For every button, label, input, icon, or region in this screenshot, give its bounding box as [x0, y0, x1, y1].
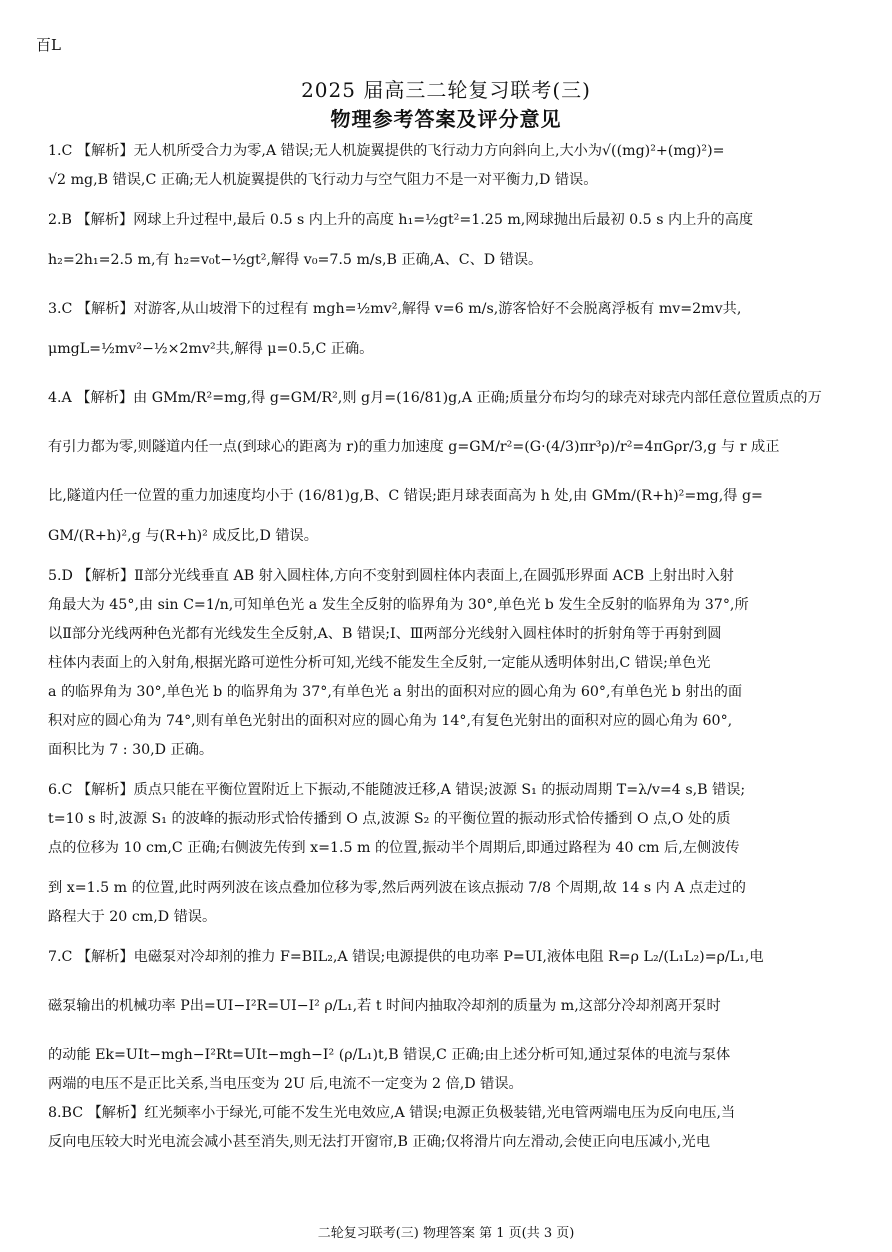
answer-line: t=10 s 时,波源 S₁ 的波峰的振动形式恰传播到 O 点,波源 S₂ 的平衡位置的振动形式恰传播到 O 点,O 处的质 [48, 811, 731, 827]
answer-line: 面积比为 7 : 30,D 正确。 [48, 742, 214, 758]
answer-line: 角最大为 45°,由 sin C=1/n,可知单色光 a 发生全反射的临界角为 30°,单色光 b 发生全反射的临界角为 37°,所 [48, 597, 749, 613]
answer-line: 磁泵输出的机械功率 P出=UI−I²R=UI−I² ρ/L₁,若 t 时间内抽取冷却剂的质量为 m,这部分冷却剂离开泵时 [48, 998, 721, 1014]
answer-line: 反向电压较大时光电流会减小甚至消失,则无法打开窗帘,B 正确;仅将滑片向左滑动,会使正向电压减小,光电 [48, 1134, 711, 1150]
answer-line: 比,隧道内任一位置的重力加速度均小于 (16/81)g,B、C 错误;距月球表面高为 h 处,由 GMm/(R+h)²=mg,得 g= [48, 488, 763, 504]
answer-line: 柱体内表面上的入射角,根据光路可逆性分析可知,光线不能发生全反射,一定能从透明体射出,C 错误;单色光 [48, 655, 711, 671]
answer-line: 8.BC 【解析】红光频率小于绿光,可能不发生光电效应,A 错误;电源正负极装错,光电管两端电压为反向电压,当 [48, 1105, 736, 1121]
answer-line: 1.C 【解析】无人机所受合力为零,A 错误;无人机旋翼提供的飞行动力方向斜向上,大小为√((mg)²+(mg)²)= [48, 143, 725, 159]
answer-line: h₂=2h₁=2.5 m,有 h₂=v₀t−½gt²,解得 v₀=7.5 m/s,B 正确,A、C、D 错误。 [48, 252, 543, 268]
answer-line: μmgL=½mv²−½×2mv²共,解得 μ=0.5,C 正确。 [48, 341, 374, 357]
answer-line: 4.A 【解析】由 GMm/R²=mg,得 g=GM/R²,则 g月=(16/81)g,A 正确;质量分布均匀的球壳对球壳内部任意位置质点的万 [48, 390, 822, 406]
answer-body [48, 142, 843, 1152]
corner-mark: 百L [36, 36, 61, 54]
answer-line: 积对应的圆心角为 74°,则有单色光射出的面积对应的圆心角为 14°,有复色光射出的面积对应的圆心角为 60°, [48, 713, 733, 729]
answer-line: 6.C 【解析】质点只能在平衡位置附近上下振动,不能随波迁移,A 错误;波源 S₁ 的振动周期 T=λ/v=4 s,B 错误; [48, 782, 746, 798]
answer-line: 有引力都为零,则隧道内任一点(到球心的距离为 r)的重力加速度 g=GM/r²=(G·(4/3)πr³ρ)/r²=4πGρr/3,g 与 r 成正 [48, 439, 780, 455]
answer-line: 两端的电压不是正比关系,当电压变为 2U 后,电流不一定变为 2 倍,D 错误。 [48, 1076, 523, 1092]
answer-line: GM/(R+h)²,g 与(R+h)² 成反比,D 错误。 [48, 528, 318, 544]
answer-line: a 的临界角为 30°,单色光 b 的临界角为 37°,有单色光 a 射出的面积对应的圆心角为 60°,有单色光 b 射出的面 [48, 684, 743, 700]
answer-line: 7.C 【解析】电磁泵对冷却剂的推力 F=BIL₂,A 错误;电源提供的电功率 P=UI,液体电阻 R=ρ L₂/(L₁L₂)=ρ/L₁,电 [48, 949, 764, 965]
answer-line: √2 mg,B 错误,C 正确;无人机旋翼提供的飞行动力与空气阻力不是一对平衡力,D 错误。 [48, 172, 598, 188]
page-title: 2025 届高三二轮复习联考(三) [301, 78, 591, 102]
answer-line: 到 x=1.5 m 的位置,此时两列波在该点叠加位移为零,然后两列波在该点振动 7/8 个周期,故 14 s 内 A 点走过的 [48, 880, 746, 896]
answer-line: 路程大于 20 cm,D 错误。 [48, 909, 217, 925]
answer-line: 3.C 【解析】对游客,从山坡滑下的过程有 mgh=½mv²,解得 v=6 m/s,游客恰好不会脱离浮板有 mv=2mv共, [48, 301, 742, 317]
answer-line: 的动能 Ek=UIt−mgh−I²Rt=UIt−mgh−I² (ρ/L₁)t,B 错误,C 正确;由上述分析可知,通过泵体的电流与泵体 [48, 1047, 731, 1063]
answer-line: 以Ⅱ部分光线两种色光都有光线发生全反射,A、B 错误;Ⅰ、Ⅲ两部分光线射入圆柱体时的折射角等于再射到圆 [48, 626, 722, 642]
answer-line: 5.D 【解析】Ⅱ部分光线垂直 AB 射入圆柱体,方向不变射到圆柱体内表面上,在圆弧形界面 ACB 上射出时入射 [48, 568, 734, 584]
answer-line: 点的位移为 10 cm,C 正确;右侧波先传到 x=1.5 m 的位置,振动半个周期后,即通过路程为 40 cm 后,左侧波传 [48, 840, 740, 856]
page-footer: 二轮复习联考(三) 物理答案 第 1 页(共 3 页) [317, 1226, 575, 1241]
page-subtitle: 物理参考答案及评分意见 [330, 107, 562, 131]
answer-line: 2.B 【解析】网球上升过程中,最后 0.5 s 内上升的高度 h₁=½gt²=1.25 m,网球抛出后最初 0.5 s 内上升的高度 [48, 212, 754, 228]
